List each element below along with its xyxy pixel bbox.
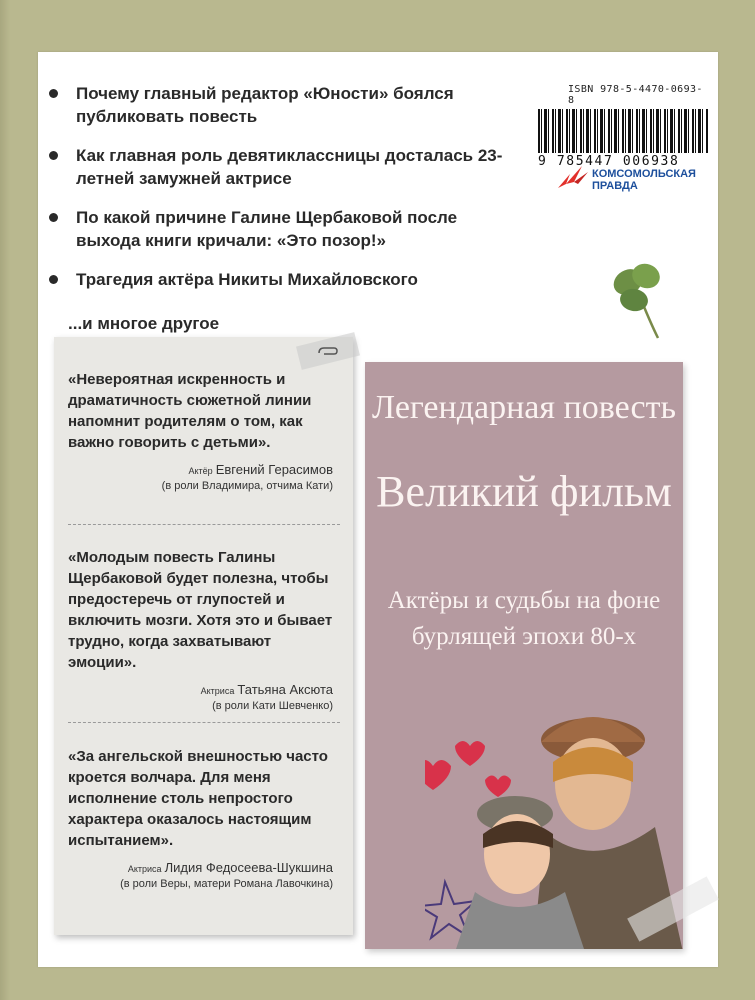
paperclip-icon bbox=[316, 345, 340, 361]
quote-attribution: Актриса Татьяна Аксюта (в роли Кати Шевченко) bbox=[200, 682, 333, 712]
bullet-list bbox=[46, 82, 516, 307]
headline-legendary: Легендарная повесть bbox=[372, 389, 676, 426]
isbn-label: ISBN 978-5-4470-0693-8 bbox=[568, 84, 703, 106]
headline-great-film: Великий фильм bbox=[376, 467, 672, 516]
quote-attribution: Актёр Евгений Герасимов (в роли Владимира, отчима Кати) bbox=[161, 462, 333, 492]
bullet-dot-icon bbox=[49, 213, 58, 222]
barcode-bars bbox=[538, 109, 708, 153]
isbn-barcode bbox=[538, 84, 708, 169]
bird-logo-icon bbox=[556, 162, 590, 192]
clover-icon bbox=[598, 252, 678, 342]
bullet-dot-icon bbox=[49, 151, 58, 160]
bullet-dot-icon bbox=[49, 275, 58, 284]
quote-text: «Невероятная искренность и драматичность сюжетной линии напомнит родителям о том, как важно говорить с детьми». bbox=[68, 371, 312, 451]
panel-subtitle: Актёры и судьбы на фоне бурлящей эпохи 80-х bbox=[387, 587, 661, 650]
title-panel bbox=[365, 362, 683, 949]
quote-text: «Молодым повесть Галины Щербаковой будет полезна, чтобы предостеречь от глупостей и включить мозги. Хотя это и бывает трудно, когда захватывают эмоции». bbox=[68, 549, 333, 671]
back-cover-page bbox=[38, 52, 718, 967]
bullet-item: Трагедия актёра Никиты Михайловского bbox=[46, 268, 516, 291]
bullet-item: Почему главный редактор «Юности» боялся публиковать повесть bbox=[46, 82, 516, 128]
divider bbox=[68, 722, 340, 723]
quote-block bbox=[68, 547, 343, 714]
quote-text: «За ангельской внешностью часто кроется волчара. Для меня исполнение столь непростого характера оказалось настоящим испытанием». bbox=[68, 748, 328, 849]
publisher-name: КОМСОМОЛЬСКАЯ ПРАВДА bbox=[592, 168, 696, 192]
quotes-panel bbox=[54, 337, 353, 935]
bullet-dot-icon bbox=[49, 89, 58, 98]
divider bbox=[68, 524, 340, 525]
publisher-logo bbox=[556, 162, 696, 202]
quote-block bbox=[68, 369, 343, 494]
quote-attribution: Актриса Лидия Федосеева-Шукшина (в роли Веры, матери Романа Лавочкина) bbox=[120, 860, 333, 890]
more-text: ...и многое другое bbox=[68, 314, 220, 333]
barcode-digits: 9 785447 006938 bbox=[538, 154, 680, 169]
bullet-item: По какой причине Галине Щербаковой после выхода книги кричали: «Это позор!» bbox=[46, 206, 516, 252]
spine-shade bbox=[0, 0, 10, 1000]
quote-block bbox=[68, 746, 343, 892]
bullet-item: Как главная роль девятиклассницы досталась 23-летней замужней актрисе bbox=[46, 144, 516, 190]
